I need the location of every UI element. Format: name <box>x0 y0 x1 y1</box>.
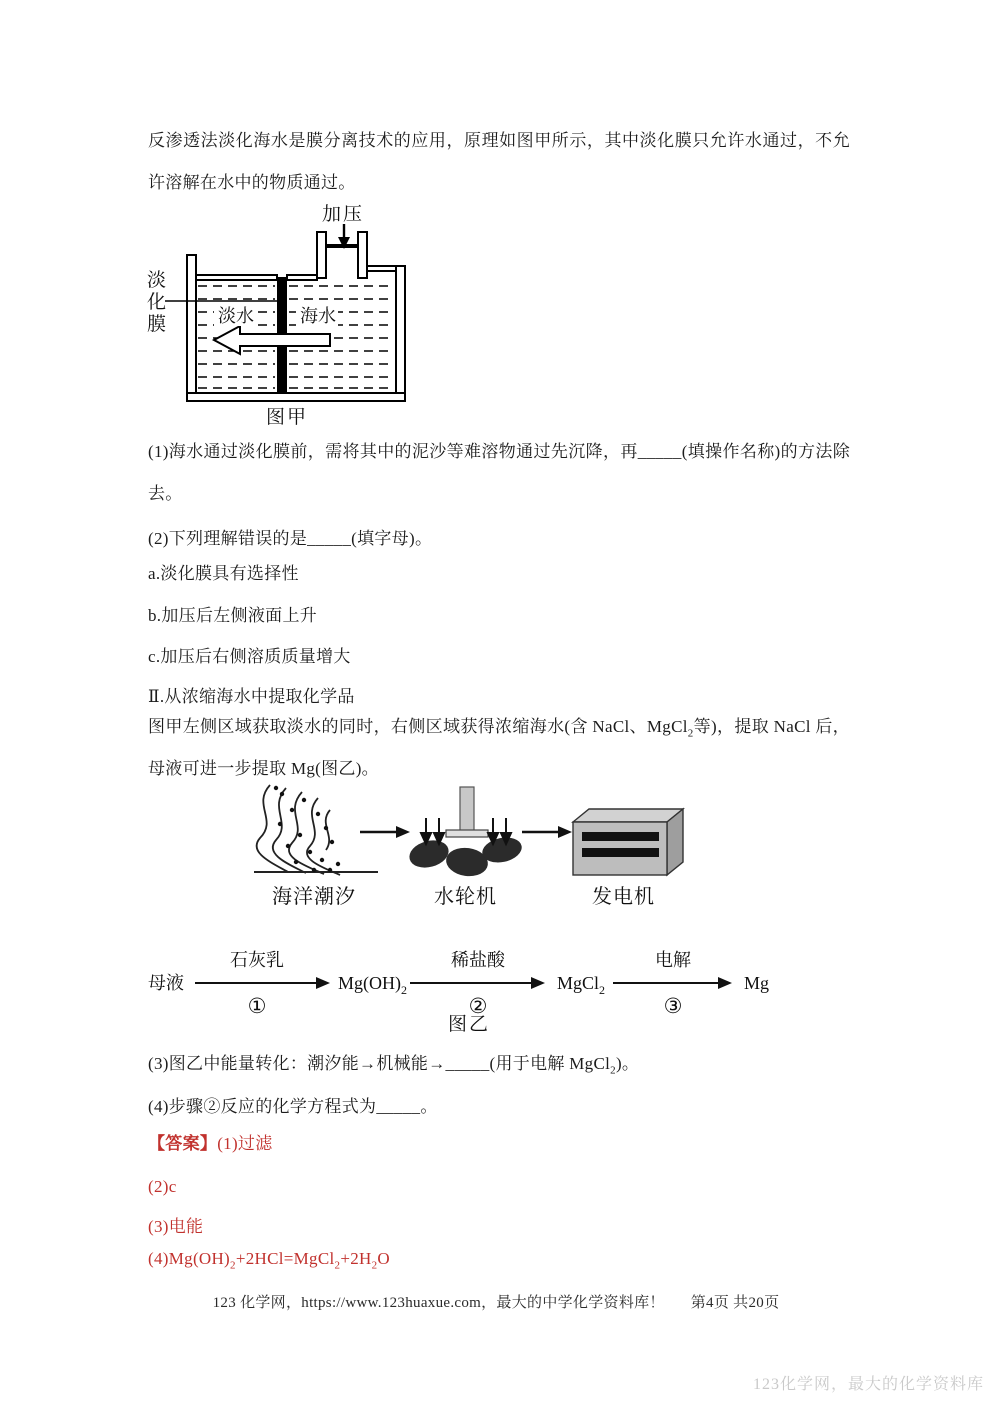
answer-2: (2)c <box>148 1177 177 1196</box>
step2-reagent: 稀盐酸 <box>451 950 505 970</box>
fig-jia-diagram <box>140 200 470 435</box>
membrane-label <box>147 269 166 335</box>
question-1: (1)海水通过淡化膜前，需将其中的泥沙等难溶物通过先沉降，再_____(填操作名称)的方法除去。 <box>148 442 850 503</box>
fig-jia-caption: 图甲 <box>266 407 309 428</box>
tide-waves <box>254 785 378 875</box>
answer-1: (1)过滤 <box>217 1134 273 1153</box>
footer-page-number: 第4页 共20页 <box>690 1295 780 1311</box>
turbine-label: 水轮机 <box>434 886 497 908</box>
svg-text:膜: 膜 <box>147 314 167 335</box>
flow-arrow-icon <box>214 326 330 354</box>
arrow-icon <box>360 826 410 838</box>
fig-yi-flowchart <box>140 935 790 1040</box>
piston <box>326 244 358 248</box>
footer-site-info: 123 化学网，https://www.123huaxue.com，最大的中学化学资料库！ <box>212 1295 665 1311</box>
question-3: (3)图乙中能量转化：潮汐能→机械能→_____(用于电解 MgCl$_2$)。 <box>148 1054 640 1077</box>
fig-yi-caption: 图乙 <box>448 1014 491 1035</box>
answer-3: (3)电能 <box>148 1217 204 1236</box>
generator-graphic <box>573 809 683 875</box>
answer-header: 【答案】 <box>148 1134 218 1153</box>
flow-node-mg: Mg <box>744 973 770 993</box>
arrow-icon <box>531 977 545 989</box>
svg-text:淡: 淡 <box>147 270 167 291</box>
watermark: 123化学网，最大的化学资料库 <box>752 1376 984 1393</box>
step3-reagent: 电解 <box>655 950 691 970</box>
option-c: c.加压后右侧溶质质量增大 <box>148 647 351 666</box>
page-footer <box>0 1289 992 1317</box>
flow-step-1 <box>195 950 330 1018</box>
question-2: (2)下列理解错误的是_____(填字母)。 <box>148 529 433 548</box>
step1-reagent: 石灰乳 <box>230 950 284 970</box>
arrow-icon <box>316 977 330 989</box>
turbine-graphic <box>406 787 524 879</box>
step2-number: ② <box>468 994 488 1018</box>
section-2-heading: Ⅱ.从浓缩海水中提取化学品 <box>148 687 355 706</box>
tide-label: 海洋潮汐 <box>272 886 356 908</box>
pressure-label: 加压 <box>322 204 365 225</box>
svg-text:化: 化 <box>147 292 167 313</box>
answer-line-1 <box>148 1123 850 1165</box>
intro-paragraph: 反渗透法淡化海水是膜分离技术的应用，原理如图甲所示，其中淡化膜只允许水通过，不允许溶解在水中的物质通过。 <box>148 131 850 192</box>
paragraph-2: 图甲左侧区域获取淡水的同时，右侧区域获得浓缩海水(含 NaCl、MgCl$_2$等)，提取 NaCl 后，母液可进一步提取 Mg(图乙)。 <box>148 717 850 778</box>
flow-step-2 <box>410 950 545 1018</box>
option-b: b.加压后左侧液面上升 <box>148 606 318 625</box>
arrow-icon <box>718 977 732 989</box>
fig-energy-diagram <box>230 780 700 915</box>
question-4: (4)步骤②反应的化学方程式为_____。 <box>148 1097 438 1116</box>
step1-number: ① <box>247 994 267 1018</box>
flow-node-mgoh2: $Mg(OH)_2$ <box>338 973 407 997</box>
fresh-water-label: 淡水 <box>218 306 254 326</box>
flow-step-3 <box>613 950 732 1018</box>
answer-4: $(4)Mg(OH)_2+2HCl=MgCl_2+2H_2O$ <box>148 1249 390 1272</box>
step3-number: ③ <box>663 994 683 1018</box>
option-a: a.淡化膜具有选择性 <box>148 564 299 583</box>
generator-label: 发电机 <box>592 886 655 908</box>
flow-node-muye: 母液 <box>148 973 184 993</box>
arrow-icon <box>522 826 572 838</box>
flow-node-mgcl2: MgCl$_2$ <box>557 973 606 997</box>
tide-dots <box>274 786 340 872</box>
sea-water-label: 海水 <box>300 306 336 326</box>
container-walls <box>187 255 405 401</box>
